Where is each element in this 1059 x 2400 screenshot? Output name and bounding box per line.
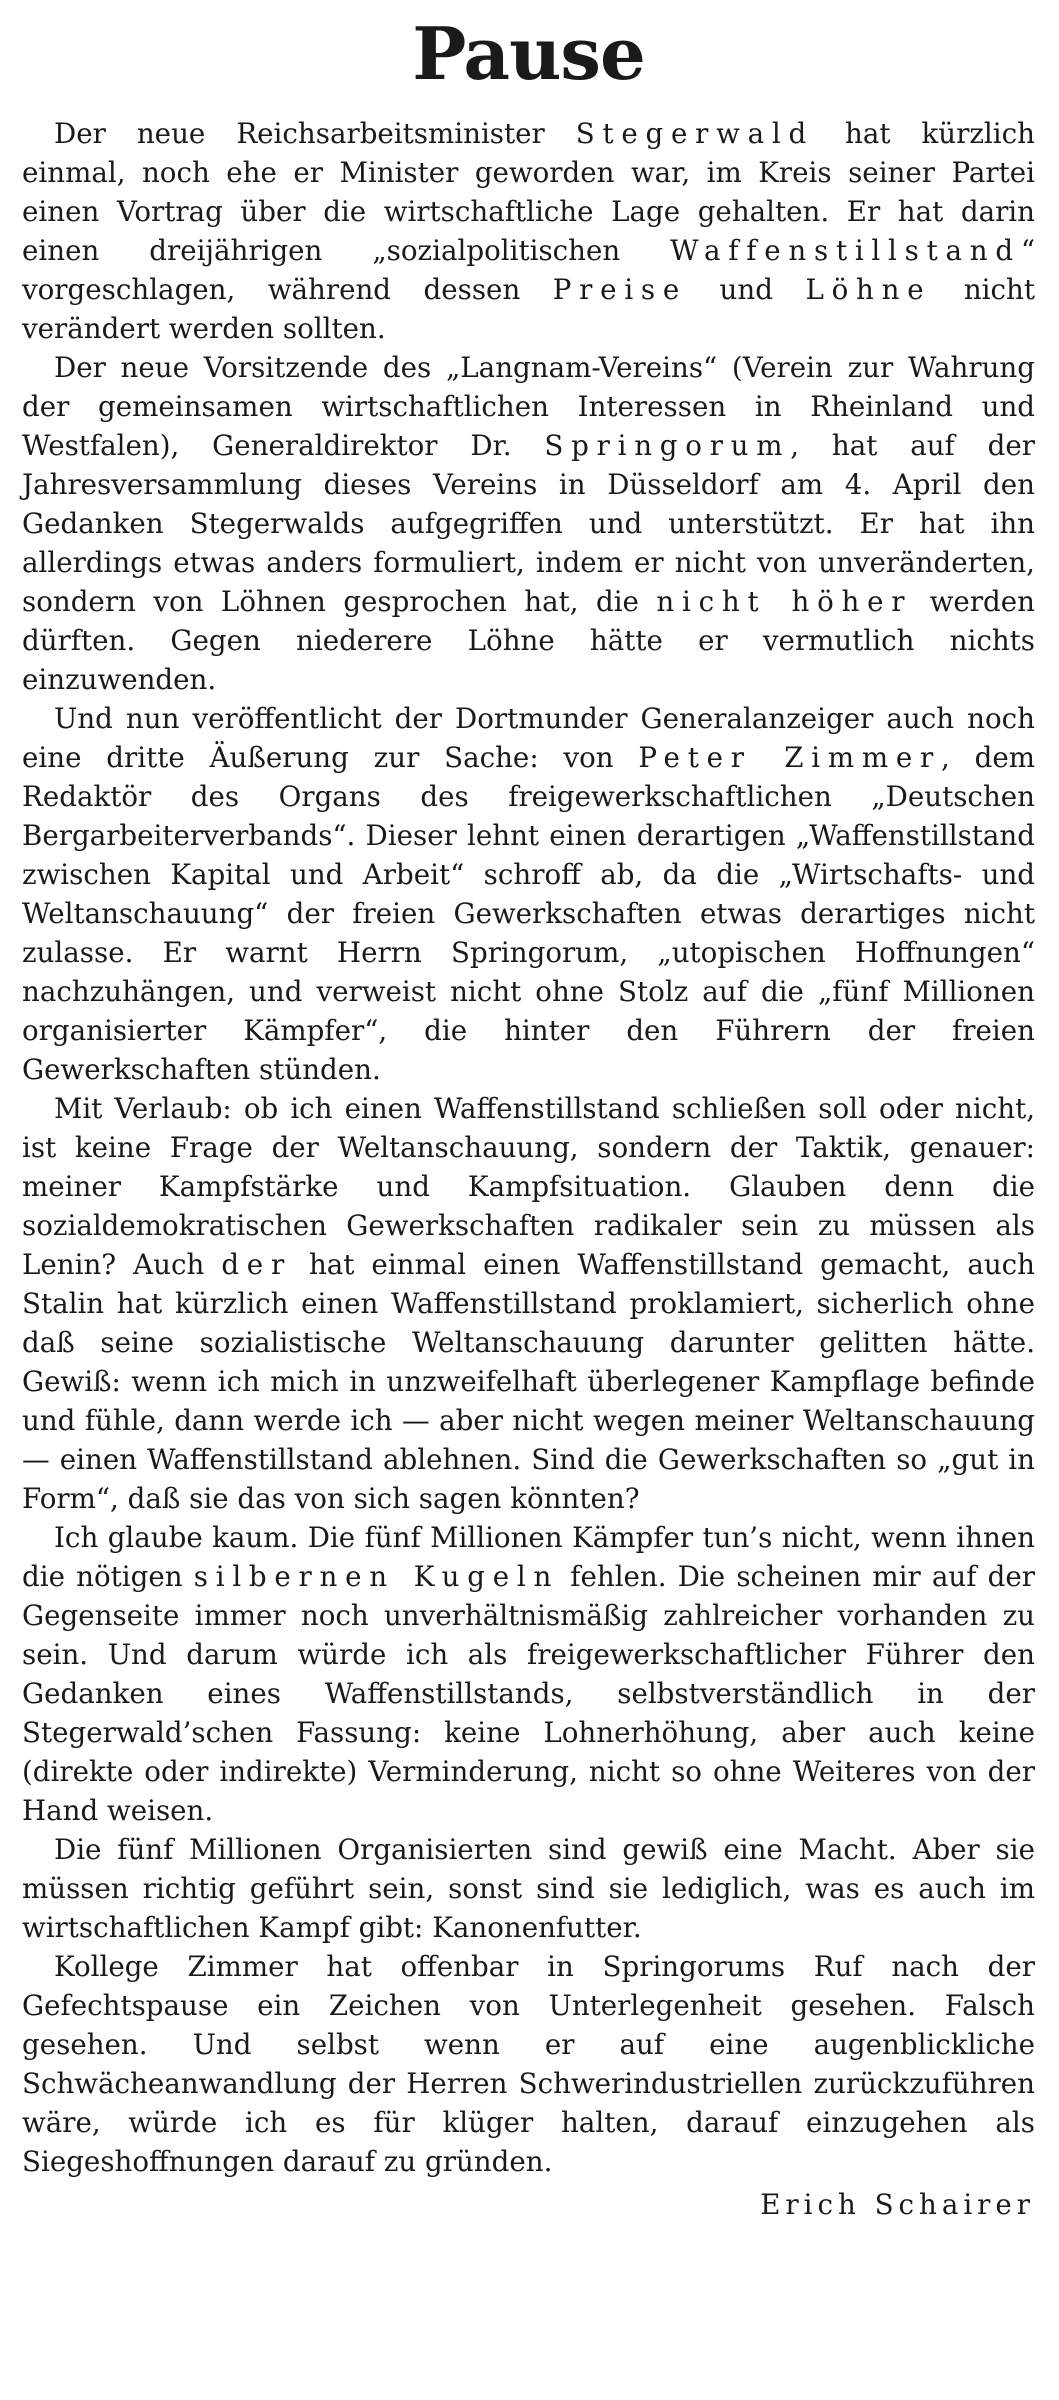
emphasized-text: der [221,1248,292,1281]
article-paragraph [22,1830,1035,1947]
paragraph-text: nicht verändert werden sollten. [22,273,1036,345]
article-paragraph [22,1518,1035,1830]
emphasized-text: Waffenstillstand [670,234,1021,267]
emphasized-text: Löhne [805,273,932,306]
paragraph-text: und [687,273,806,306]
paragraph-text: Kollege Zimmer hat offenbar in Springorums Ruf nach der Gefechtspause ein Zeichen von Unterlegenheit gesehen. Falsch gesehen. Und selbst wenn er auf eine augenblickliche Schwächeanwandlung der Herren Schwerindustriellen zurückzuführen wäre, würde ich es für klüger halten, darauf einzugehen als Siegeshoffnungen darauf zu gründen. [22,1950,1035,2178]
paragraph-text: , hat auf der Jahresversammlung dieses Vereins in Düsseldorf am 4. April den Gedanken Stegerwalds aufgegriffen und unterstützt. Er hat ihn allerdings etwas anders formuliert, indem er nicht von unveränderten, sondern von Löhnen gesprochen hat, die [22,429,1035,618]
paragraph-text: Der neue Vorsitzende des „Langnam-Vereins“ (Verein zur Wahrung der gemeinsamen wirtschaftlichen Interessen in Rheinland und Westfalen), Generaldirektor Dr. [22,351,1035,462]
paragraph-text: “ vorgeschlagen, während dessen [22,234,1035,306]
article-paragraph [22,1089,1035,1518]
paragraph-text: Und nun veröffentlicht der Dortmunder Generalanzeiger auch noch eine dritte Äußerung zur Sache: von [22,702,1035,774]
paragraph-text: , dem Redaktör des Organs des freigewerkschaftlichen „Deutschen Bergarbeiterverbands“. Dieser lehnt einen derartigen „Waffenstillstand zwischen Kapital und Arbeit“ schroff ab, da die „Wirtschafts- und Weltanschauung“ der freien Gewerkschaften etwas derartiges nicht zulasse. Er warnt Herrn Springorum, „utopischen Hoffnungen“ nachzuhängen, und verweist nicht ohne Stolz auf die „fünf Millionen organisierter Kämpfer“, die hinter den Führern der freien Gewerkschaften stünden. [22,741,1036,1086]
emphasized-text: Stegerwald [575,117,814,150]
paragraph-text: fehlen. Die scheinen mir auf der Gegenseite immer noch unverhältnismäßig zahlreicher vorhanden zu sein. Und darum würde ich als freigewerkschaftlicher Führer den Gedanken eines Waffenstillstands, selbstverständlich in der Stegerwald’schen Fassung: keine Lohnerhöhung, aber auch keine (direkte oder indirekte) Verminderung, nicht so ohne Weiteres von der Hand weisen. [22,1560,1035,1827]
paragraph-text: hat einmal einen Waffenstillstand gemacht, auch Stalin hat kürzlich einen Waffenstillstand proklamiert, sicherlich ohne daß seine sozialistische Weltanschauung darunter gelitten hätte. Gewiß: wenn ich mich in unzweifelhaft überlegener Kampflage befinde und fühle, dann werde ich — aber nicht wegen meiner Weltanschauung — einen Waffenstillstand ablehnen. Sind die Gewerkschaften so „gut in Form“, daß sie das von sich sagen könnten? [22,1248,1036,1515]
emphasized-text: nicht höher [656,585,913,618]
paragraph-text: Mit Verlaub: ob ich einen Waffenstillstand schließen soll oder nicht, ist keine Frage der Weltanschauung, sondern der Taktik, genauer: meiner Kampfstärke und Kampfsituation. Glauben denn die sozialdemokratischen Gewerkschaften radikaler sein zu müssen als Lenin? Auch [22,1092,1035,1281]
emphasized-text: Springorum [544,429,791,462]
article-title: Pause [412,11,645,96]
paragraph-text: Ich glaube kaum. Die fünf Millionen Kämpfer tun’s nicht, wenn ihnen die nötigen [22,1521,1035,1593]
article-paragraph [22,1947,1035,2181]
paragraph-text: hat kürzlich einmal, noch ehe er Minister geworden war, im Kreis seiner Partei einen Vortrag über die wirtschaftliche Lage gehalten. Er hat darin einen dreijährigen „sozialpolitischen [22,117,1035,267]
article-paragraph [22,699,1035,1089]
paragraph-text: werden dürften. Gegen niederere Löhne hätte er vermutlich nichts einzuwenden. [22,585,1035,696]
paragraph-text: Der neue Reichsarbeitsminister [54,117,576,150]
article-body [22,114,1035,2181]
emphasized-text: silbernen Kugeln [193,1560,560,1593]
paragraph-text: Die fünf Millionen Organisierten sind gewiß eine Macht. Aber sie müssen richtig geführt sein, sonst sind sie lediglich, was es auch im wirtschaftlichen Kampf gibt: Kanonenfutter. [22,1833,1035,1944]
emphasized-text: Peter Zimmer [638,741,942,774]
article-paragraph [22,348,1035,699]
emphasized-text: Preise [552,273,688,306]
article-author: Erich Schairer [760,2188,1035,2221]
article-paragraph [22,114,1035,348]
